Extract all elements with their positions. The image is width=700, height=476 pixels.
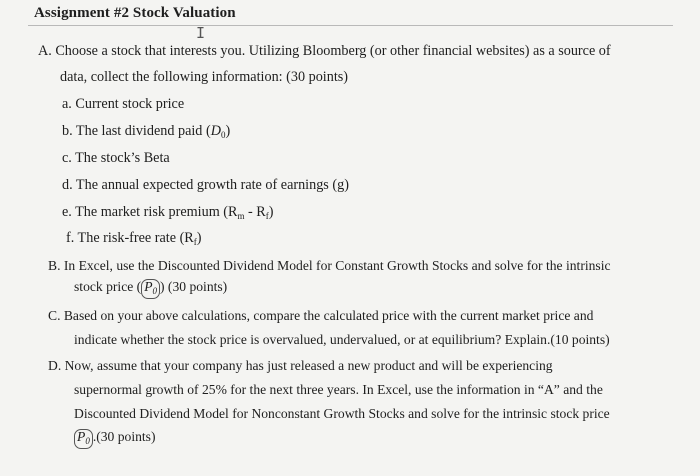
item-a: a. Current stock price	[62, 96, 185, 112]
p0-sub: 0	[152, 286, 157, 296]
p0-var-d: P	[77, 429, 86, 444]
section-a-line-1: A. Choose a stock that interests you. Utilizing Bloomberg (or other financial websites) as a source of	[38, 43, 611, 59]
item-e-mid: - R	[244, 204, 266, 220]
text-cursor-icon: I	[196, 24, 206, 42]
item-f-sub: f	[193, 237, 197, 247]
section-a-line-2: data, collect the following information: (30 points)	[60, 69, 349, 85]
section-d-points: .(30 points)	[92, 429, 156, 444]
section-d-line-4	[74, 429, 156, 449]
item-d: d. The annual expected growth rate of earnings (g)	[62, 177, 349, 193]
section-b-text: stock price (	[74, 279, 142, 294]
item-b-sub: 0	[220, 130, 226, 140]
item-b-var: D	[210, 123, 221, 139]
item-e-text: e. The market risk premium (R	[62, 204, 238, 220]
item-e-close: )	[268, 204, 274, 220]
section-d-line-1: D. Now, assume that your company has just released a new product and will be experiencing	[48, 358, 553, 373]
item-b-text: b. The last dividend paid (	[62, 123, 211, 139]
item-e	[62, 204, 274, 221]
item-b-close: )	[225, 123, 231, 139]
section-d-line-3: Discounted Dividend Model for Nonconstant Growth Stocks and solve for the intrinsic stock price	[74, 406, 610, 421]
section-b-line-2	[74, 279, 227, 299]
p0-symbol	[141, 279, 160, 299]
p0-sub-d: 0	[85, 436, 90, 446]
section-b-line-1: B. In Excel, use the Discounted Dividend Model for Constant Growth Stocks and solve for the intrinsic	[48, 258, 611, 273]
item-f-close: )	[196, 230, 202, 246]
item-c: c. The stock’s Beta	[62, 150, 170, 166]
section-c-line-2: indicate whether the stock price is overvalued, undervalued, or at equilibrium? Explain.(10 points)	[74, 332, 610, 347]
item-e-sub-m: m	[237, 211, 245, 221]
section-d-line-2: supernormal growth of 25% for the next three years. In Excel, use the information in “A” and the	[74, 382, 603, 397]
p0-var: P	[144, 279, 153, 294]
item-f-text: f. The risk-free rate (R	[66, 230, 194, 246]
item-e-sub-f: f	[265, 211, 269, 221]
section-c-line-1: C. Based on your above calculations, compare the calculated price with the current market price and	[48, 308, 594, 323]
assignment-title: Assignment #2 Stock Valuation	[34, 5, 236, 21]
item-f	[66, 230, 202, 247]
title-underline	[28, 25, 673, 26]
item-b	[62, 123, 230, 140]
p0-symbol-d	[74, 429, 93, 449]
section-b-points: ) (30 points)	[160, 279, 228, 294]
